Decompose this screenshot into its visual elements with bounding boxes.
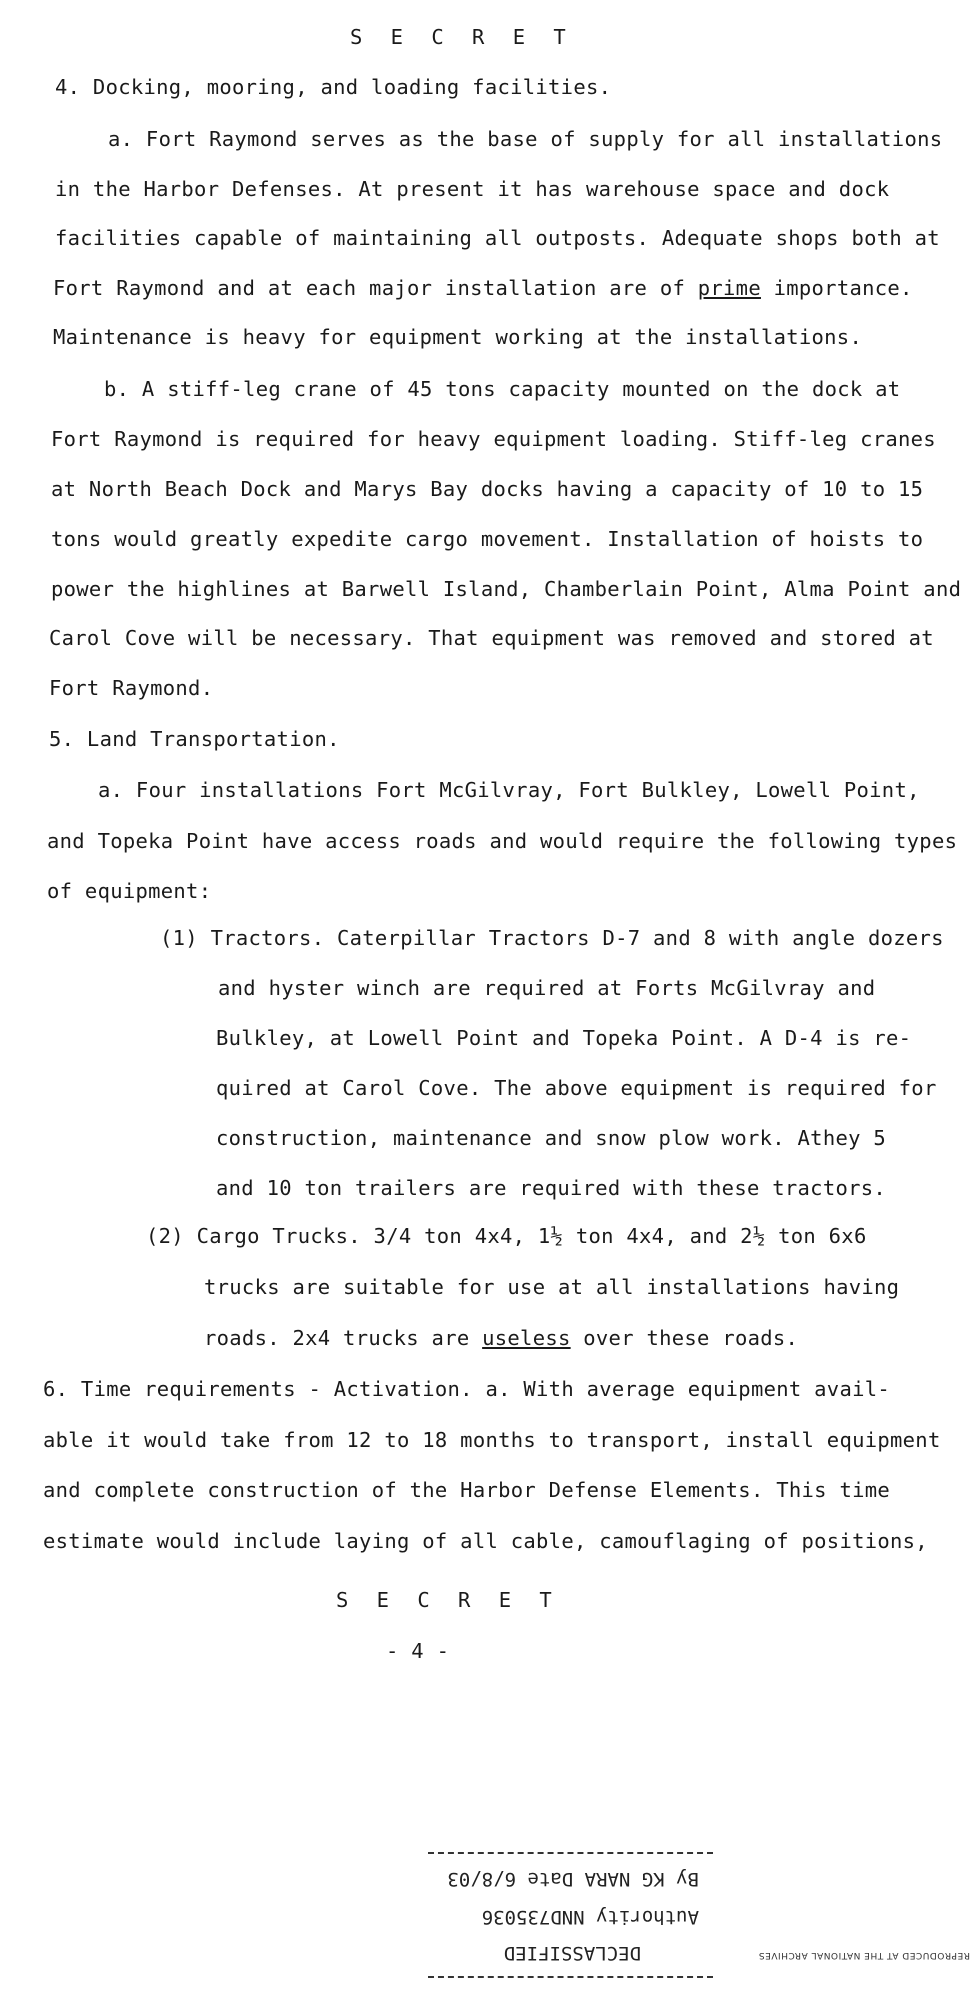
declassification-stamp	[428, 1850, 713, 1980]
document-line: facilities capable of maintaining all outposts. Adequate shops both at	[55, 226, 940, 250]
document-line: quired at Carol Cove. The above equipment is required for	[216, 1076, 937, 1100]
document-line: at North Beach Dock and Marys Bay docks having a capacity of 10 to 15	[51, 477, 924, 501]
document-line: (1) Tractors. Caterpillar Tractors D-7 and 8 with angle dozers	[160, 926, 944, 950]
document-line: Carol Cove will be necessary. That equipment was removed and stored at	[49, 626, 934, 650]
document-line: 6. Time requirements - Activation. a. With average equipment avail-	[43, 1377, 891, 1401]
document-line: roads. 2x4 trucks are useless over these roads.	[204, 1326, 799, 1350]
document-line: and hyster winch are required at Forts McGilvray and	[218, 976, 876, 1000]
document-line: able it would take from 12 to 18 months to transport, install equipment	[43, 1428, 941, 1452]
document-line: of equipment:	[47, 879, 212, 903]
document-line: tons would greatly expedite cargo movement. Installation of hoists to	[51, 527, 924, 551]
document-line: and complete construction of the Harbor Defense Elements. This time	[43, 1478, 891, 1502]
document-line: trucks are suitable for use at all installations having	[204, 1275, 900, 1299]
document-line: Fort Raymond.	[49, 676, 214, 700]
stamp-authority: Authority NND735036	[481, 1906, 699, 1928]
document-line: Bulkley, at Lowell Point and Topeka Point. A D-4 is re-	[216, 1026, 912, 1050]
stamp-border-top	[428, 1976, 713, 1978]
page-number: - 4 -	[386, 1639, 450, 1663]
document-line: Fort Raymond is required for heavy equipment loading. Stiff-leg cranes	[51, 427, 936, 451]
document-line: Maintenance is heavy for equipment working at the installations.	[53, 325, 863, 349]
document-line: a. Four installations Fort McGilvray, Fort Bulkley, Lowell Point,	[98, 778, 920, 802]
classification-header: S E C R E T	[350, 25, 574, 49]
document-line: in the Harbor Defenses. At present it has warehouse space and dock	[55, 177, 890, 201]
document-line: power the highlines at Barwell Island, Chamberlain Point, Alma Point and	[51, 577, 962, 601]
document-line: 4. Docking, mooring, and loading facilities.	[55, 75, 612, 99]
stamp-border-bottom	[428, 1852, 713, 1854]
document-line: estimate would include laying of all cable, camouflaging of positions,	[43, 1529, 928, 1553]
reproduction-note: REPRODUCED AT THE NATIONAL ARCHIVES	[758, 1950, 970, 1960]
document-line: Fort Raymond and at each major installation are of prime importance.	[53, 276, 913, 300]
underlined-word: prime	[697, 276, 761, 300]
underlined-word: useless	[482, 1326, 571, 1350]
document-line: 5. Land Transportation.	[49, 727, 340, 751]
document-line: (2) Cargo Trucks. 3/4 ton 4x4, 1½ ton 4x4, and 2½ ton 6x6	[146, 1224, 867, 1248]
document-line: b. A stiff-leg crane of 45 tons capacity mounted on the dock at	[104, 377, 901, 401]
stamp-declassified: DECLASSIFIED	[503, 1942, 641, 1964]
document-line: a. Fort Raymond serves as the base of supply for all installations	[108, 127, 943, 151]
classification-footer: S E C R E T	[336, 1588, 560, 1612]
stamp-date: By KG NARA Date 6/8/03	[447, 1868, 699, 1890]
document-line: and 10 ton trailers are required with these tractors.	[216, 1176, 887, 1200]
document-line: and Topeka Point have access roads and would require the following types	[47, 829, 958, 853]
document-line: construction, maintenance and snow plow work. Athey 5	[216, 1126, 887, 1150]
